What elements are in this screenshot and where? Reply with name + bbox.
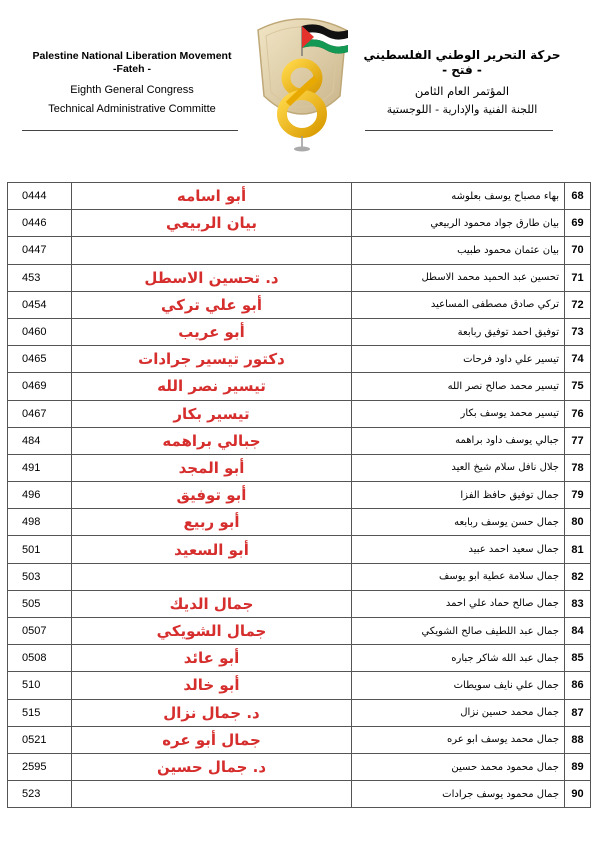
member-number: 78	[565, 454, 591, 481]
member-full-name: توفيق احمد توفيق ربابعة	[352, 318, 565, 345]
member-nickname	[72, 563, 352, 590]
member-nickname: أبو ربيع	[72, 509, 352, 536]
member-nickname	[72, 781, 352, 808]
member-code: 0460	[8, 318, 72, 345]
member-full-name: جمال عبد الله شاكر جباره	[352, 645, 565, 672]
table-row	[8, 645, 591, 672]
table-row	[8, 590, 591, 617]
member-nickname: د. جمال نزال	[72, 699, 352, 726]
table-row	[8, 264, 591, 291]
member-code: 0469	[8, 373, 72, 400]
congress-name-en: Eighth General Congress	[70, 84, 194, 96]
header-left-rule	[22, 130, 238, 131]
member-number: 76	[565, 400, 591, 427]
member-nickname: دكتور تيسير جرادات	[72, 346, 352, 373]
member-code: 0447	[8, 237, 72, 264]
member-full-name: جبالي يوسف داود براهمه	[352, 427, 565, 454]
member-code: 0521	[8, 726, 72, 753]
table-row	[8, 563, 591, 590]
member-number: 77	[565, 427, 591, 454]
member-full-name: جمال محمد حسين نزال	[352, 699, 565, 726]
member-code: 503	[8, 563, 72, 590]
member-nickname	[72, 237, 352, 264]
member-code: 496	[8, 482, 72, 509]
member-number: 83	[565, 590, 591, 617]
member-nickname: أبو خالد	[72, 672, 352, 699]
congress-name-ar: المؤتمر العام الثامن	[414, 84, 510, 98]
congress-logo	[248, 4, 356, 152]
table-row	[8, 699, 591, 726]
member-number: 69	[565, 210, 591, 237]
member-nickname: أبو توفيق	[72, 482, 352, 509]
member-number: 82	[565, 563, 591, 590]
member-number: 90	[565, 781, 591, 808]
member-nickname: تيسير بكار	[72, 400, 352, 427]
member-number: 85	[565, 645, 591, 672]
member-full-name: بيان عثمان محمود طبيب	[352, 237, 565, 264]
member-nickname: جبالي براهمه	[72, 427, 352, 454]
committee-name-ar: اللجنة الفنية والإدارية - اللوجستية	[386, 103, 538, 116]
member-code: 0444	[8, 183, 72, 210]
member-code: 491	[8, 454, 72, 481]
member-code: 0508	[8, 645, 72, 672]
member-full-name: جمال محمود يوسف جرادات	[352, 781, 565, 808]
table-row	[8, 237, 591, 264]
table-row	[8, 672, 591, 699]
member-full-name: جمال عبد اللطيف صالح الشويكي	[352, 618, 565, 645]
member-full-name: جمال سلامة عطية ابو يوسف	[352, 563, 565, 590]
member-nickname: تيسير نصر الله	[72, 373, 352, 400]
member-nickname: أبو اسامه	[72, 183, 352, 210]
member-full-name: جمال صالح حماد علي احمد	[352, 590, 565, 617]
member-nickname: أبو عائد	[72, 645, 352, 672]
member-number: 68	[565, 183, 591, 210]
member-code: 0454	[8, 291, 72, 318]
member-code: 515	[8, 699, 72, 726]
table-row	[8, 318, 591, 345]
header-arabic	[356, 48, 568, 117]
member-number: 79	[565, 482, 591, 509]
member-code: 523	[8, 781, 72, 808]
table-row	[8, 618, 591, 645]
table-row	[8, 400, 591, 427]
header-english	[14, 50, 250, 116]
table-row	[8, 454, 591, 481]
member-number: 84	[565, 618, 591, 645]
member-code: 0467	[8, 400, 72, 427]
member-full-name: تيسير علي داود فرحات	[352, 346, 565, 373]
member-code: 0465	[8, 346, 72, 373]
member-nickname: بيان الربيعي	[72, 210, 352, 237]
table-row	[8, 346, 591, 373]
member-code: 501	[8, 536, 72, 563]
org-name-ar: حركة التحرير الوطني الفلسطيني	[363, 48, 561, 62]
member-number: 73	[565, 318, 591, 345]
table-row	[8, 726, 591, 753]
table-row	[8, 373, 591, 400]
member-nickname: جمال الديك	[72, 590, 352, 617]
member-number: 88	[565, 726, 591, 753]
member-code: 505	[8, 590, 72, 617]
member-number: 71	[565, 264, 591, 291]
member-nickname: د. تحسين الاسطل	[72, 264, 352, 291]
member-code: 498	[8, 509, 72, 536]
member-code: 0446	[8, 210, 72, 237]
committee-name-en: Technical Administrative Committe	[48, 103, 216, 115]
org-short-en: -Fateh -	[113, 63, 151, 75]
member-code: 484	[8, 427, 72, 454]
member-nickname: أبو السعيد	[72, 536, 352, 563]
member-number: 89	[565, 753, 591, 780]
org-short-ar: - فتح -	[442, 63, 482, 77]
member-full-name: جلال نافل سلام شيخ العيد	[352, 454, 565, 481]
member-number: 75	[565, 373, 591, 400]
member-number: 86	[565, 672, 591, 699]
member-full-name: تيسير محمد صالح نصر الله	[352, 373, 565, 400]
member-number: 87	[565, 699, 591, 726]
member-number: 74	[565, 346, 591, 373]
table-row	[8, 781, 591, 808]
member-code: 2595	[8, 753, 72, 780]
table-row	[8, 291, 591, 318]
member-full-name: جمال حسن يوسف ربابعه	[352, 509, 565, 536]
member-full-name: جمال علي نايف سويطات	[352, 672, 565, 699]
org-name-en: Palestine National Liberation Movement	[32, 50, 232, 62]
header-right-rule	[365, 130, 553, 131]
member-number: 81	[565, 536, 591, 563]
member-full-name: تحسين عبد الحميد محمد الاسطل	[352, 264, 565, 291]
member-full-name: جمال محمد يوسف ابو عره	[352, 726, 565, 753]
member-full-name: جمال سعيد احمد عبيد	[352, 536, 565, 563]
member-number: 80	[565, 509, 591, 536]
member-full-name: بهاء مصباح يوسف بعلوشه	[352, 183, 565, 210]
member-nickname: جمال أبو عره	[72, 726, 352, 753]
member-code: 453	[8, 264, 72, 291]
table-row	[8, 753, 591, 780]
member-nickname: أبو المجد	[72, 454, 352, 481]
member-number: 72	[565, 291, 591, 318]
member-full-name: بيان طارق جواد محمود الربيعي	[352, 210, 565, 237]
member-code: 0507	[8, 618, 72, 645]
member-nickname: أبو علي تركي	[72, 291, 352, 318]
member-full-name: جمال محمود محمد حسين	[352, 753, 565, 780]
member-full-name: تركي صادق مصطفى المساعيد	[352, 291, 565, 318]
table-row	[8, 427, 591, 454]
table-row	[8, 536, 591, 563]
member-full-name: تيسير محمد يوسف بكار	[352, 400, 565, 427]
member-full-name: جمال توفيق حافظ الفزا	[352, 482, 565, 509]
member-code: 510	[8, 672, 72, 699]
table-row	[8, 210, 591, 237]
member-number: 70	[565, 237, 591, 264]
member-nickname: جمال الشويكي	[72, 618, 352, 645]
member-table	[7, 182, 591, 808]
table-row	[8, 482, 591, 509]
table-row	[8, 183, 591, 210]
member-nickname: د. جمال حسين	[72, 753, 352, 780]
member-nickname: أبو عريب	[72, 318, 352, 345]
table-row	[8, 509, 591, 536]
